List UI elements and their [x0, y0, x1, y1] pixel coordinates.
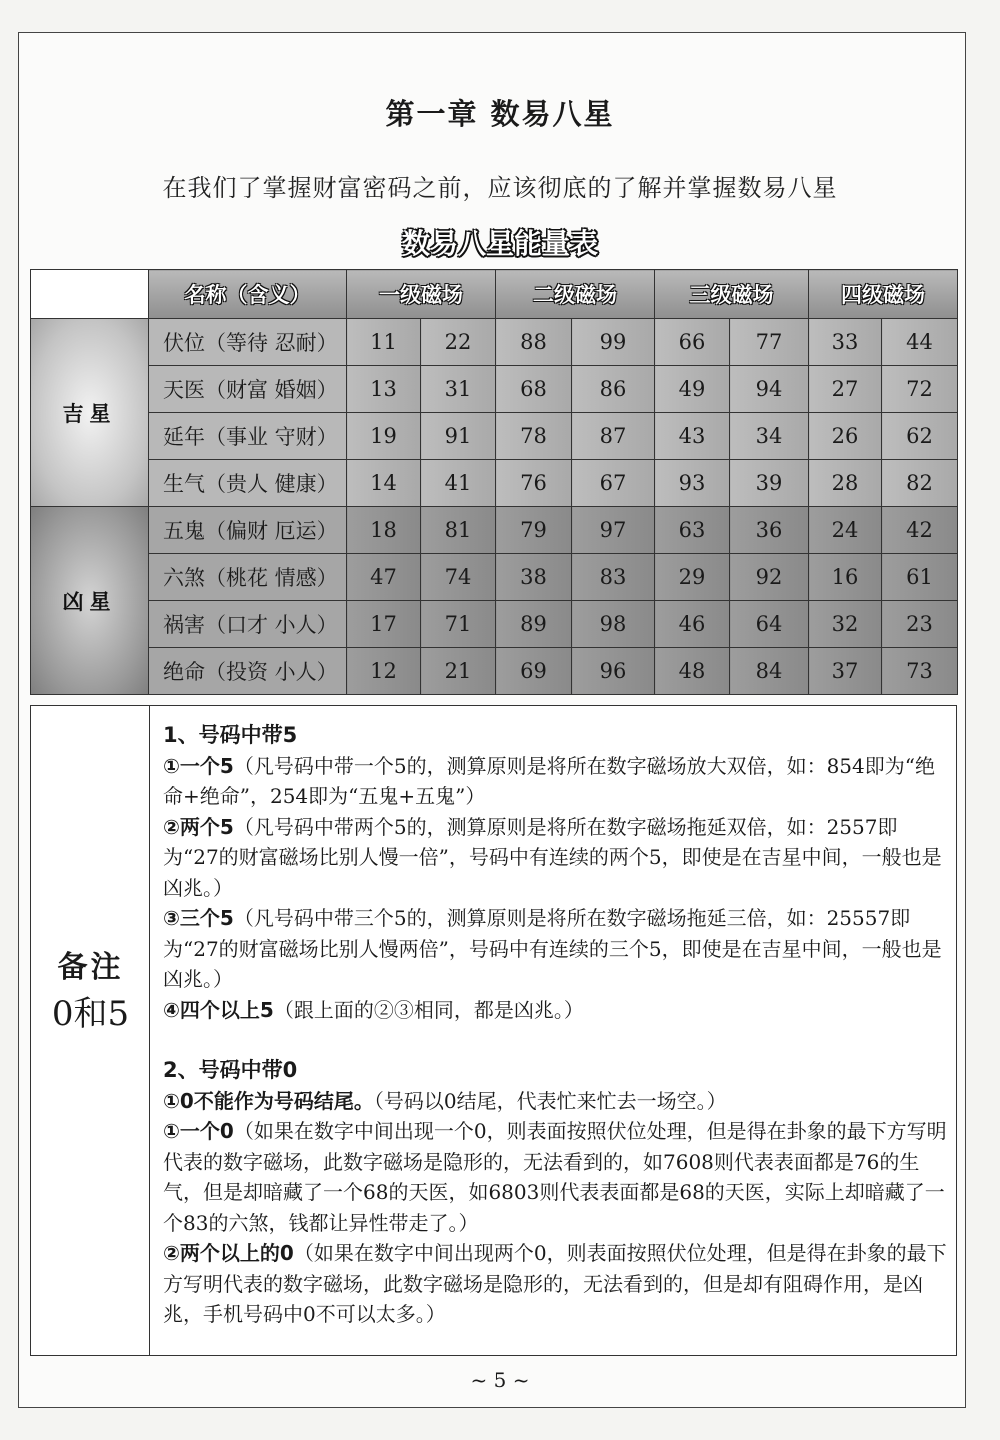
rule-three-fives-label: ③三个5: [163, 906, 234, 930]
star-name-cell: 延年（事业 守财）: [149, 413, 347, 460]
value-cell: 12: [347, 648, 421, 695]
rule-one-zero: [163, 1116, 949, 1238]
value-cell: 71: [421, 601, 496, 648]
table-header-row: [31, 270, 958, 319]
table-row: [31, 460, 958, 507]
table-row: [31, 319, 958, 366]
notes-label-title: 备注: [57, 950, 124, 985]
value-cell: 43: [655, 413, 730, 460]
value-cell: 63: [655, 507, 730, 554]
value-cell: 38: [496, 554, 572, 601]
value-cell: 77: [730, 319, 809, 366]
value-cell: 32: [809, 601, 882, 648]
value-cell: 97: [572, 507, 655, 554]
rule-two-fives-text: （凡号码中带两个5的，测算原则是将所在数字磁场拖延双倍，如：2557即为“27的财富磁场比别人慢一倍”，号码中有连续的两个5，即使是在吉星中间，一般也是凶兆。）: [163, 814, 942, 900]
star-name-cell: 五鬼（偏财 厄运）: [149, 507, 347, 554]
value-cell: 29: [655, 554, 730, 601]
value-cell: 23: [882, 601, 958, 648]
value-cell: 91: [421, 413, 496, 460]
notes-label: [31, 706, 150, 1355]
rule-two-zeros: [163, 1238, 949, 1330]
rule-zero-ending-text: （号码以0结尾，代表忙来忙去一场空。）: [373, 1088, 727, 1113]
value-cell: 39: [730, 460, 809, 507]
star-name-cell: 天医（财富 婚姻）: [149, 366, 347, 413]
value-cell: 42: [882, 507, 958, 554]
value-cell: 83: [572, 554, 655, 601]
value-cell: 98: [572, 601, 655, 648]
rule-four-fives-text: （跟上面的②③相同，都是凶兆。）: [273, 997, 584, 1022]
table-row: [31, 413, 958, 460]
rule-four-fives: [163, 995, 949, 1026]
value-cell: 73: [882, 648, 958, 695]
rule-one-five: [163, 751, 949, 812]
table-row: [31, 507, 958, 554]
value-cell: 18: [347, 507, 421, 554]
notes-box: [30, 705, 957, 1356]
table-row: [31, 648, 958, 695]
notes-label-subtitle: 0和5: [51, 994, 130, 1034]
energy-table: [30, 269, 958, 695]
section-five-title: 1、号码中带5: [163, 723, 298, 747]
value-cell: 94: [730, 366, 809, 413]
rule-two-fives-label: ②两个5: [163, 814, 234, 839]
value-cell: 37: [809, 648, 882, 695]
page-number: ~ 5 ~: [470, 1368, 530, 1392]
star-name-cell: 生气（贵人 健康）: [149, 460, 347, 507]
header-level-3: 三级磁场: [655, 270, 809, 319]
value-cell: 72: [882, 366, 958, 413]
value-cell: 68: [496, 366, 572, 413]
rule-three-fives: [163, 903, 949, 995]
table-title: 数易八星能量表: [401, 227, 598, 260]
header-corner-cell: [31, 270, 149, 319]
value-cell: 14: [347, 460, 421, 507]
value-cell: 67: [572, 460, 655, 507]
subtitle: 在我们了掌握财富密码之前，应该彻底的了解并掌握数易八星: [162, 174, 838, 202]
value-cell: 93: [655, 460, 730, 507]
header-level-4: 四级磁场: [809, 270, 958, 319]
value-cell: 84: [730, 648, 809, 695]
value-cell: 74: [421, 554, 496, 601]
value-cell: 19: [347, 413, 421, 460]
section-gap: [163, 1025, 949, 1055]
rule-zero-ending-label: ①0不能作为号码结尾。: [163, 1088, 374, 1113]
rule-three-fives-text: （凡号码中带三个5的，测算原则是将所在数字磁场拖延三倍，如：25557即为“27的财富磁场比别人慢两倍”，号码中有连续的三个5，即使是在吉星中间，一般也是凶兆。）: [163, 906, 942, 991]
value-cell: 46: [655, 601, 730, 648]
rule-one-zero-text: （如果在数字中间出现一个0，则表面按照伏位处理，但是得在卦象的最下方写明代表的数字磁场，此数字磁场是隐形的，无法看到的，如7608则代表表面都是76的生气，但是却暗藏了一个68的天医，如6803则代表表面都是68的天医，实际上却暗藏了一个83的六煞，钱都让异性带走了。）: [163, 1119, 947, 1235]
value-cell: 17: [347, 601, 421, 648]
star-name-cell: 祸害（口才 小人）: [149, 601, 347, 648]
bad-stars-label: 凶星: [31, 507, 149, 695]
value-cell: 41: [421, 460, 496, 507]
star-name-cell: 伏位（等待 忍耐）: [149, 319, 347, 366]
value-cell: 24: [809, 507, 882, 554]
value-cell: 33: [809, 319, 882, 366]
value-cell: 88: [496, 319, 572, 366]
value-cell: 28: [809, 460, 882, 507]
value-cell: 69: [496, 648, 572, 695]
value-cell: 92: [730, 554, 809, 601]
value-cell: 31: [421, 366, 496, 413]
star-name-cell: 绝命（投资 小人）: [149, 648, 347, 695]
bad-stars-group: [31, 507, 958, 695]
header-level-1: 一级磁场: [347, 270, 496, 319]
notes-text: [163, 720, 949, 1330]
value-cell: 89: [496, 601, 572, 648]
value-cell: 81: [421, 507, 496, 554]
table-row: [31, 554, 958, 601]
value-cell: 22: [421, 319, 496, 366]
rule-two-fives: [163, 812, 949, 904]
rule-one-five-label: ①一个5: [163, 753, 234, 778]
table-row: [31, 601, 958, 648]
value-cell: 44: [882, 319, 958, 366]
value-cell: 96: [572, 648, 655, 695]
rule-zero-ending: [163, 1086, 949, 1117]
value-cell: 27: [809, 366, 882, 413]
value-cell: 62: [882, 413, 958, 460]
rule-four-fives-label: ④四个以上5: [163, 997, 274, 1022]
chapter-title: 第一章 数易八星: [385, 97, 615, 131]
value-cell: 47: [347, 554, 421, 601]
value-cell: 99: [572, 319, 655, 366]
value-cell: 79: [496, 507, 572, 554]
value-cell: 49: [655, 366, 730, 413]
rule-two-zeros-label: ②两个以上的0: [163, 1241, 294, 1265]
header-name: 名称（含义）: [149, 270, 347, 319]
value-cell: 61: [882, 554, 958, 601]
value-cell: 36: [730, 507, 809, 554]
value-cell: 13: [347, 366, 421, 413]
value-cell: 82: [882, 460, 958, 507]
good-stars-group: [31, 319, 958, 507]
value-cell: 78: [496, 413, 572, 460]
rule-one-five-text: （凡号码中带一个5的，测算原则是将所在数字磁场放大双倍，如：854即为“绝命+绝命”，254即为“五鬼+五鬼”）: [163, 753, 935, 808]
value-cell: 11: [347, 319, 421, 366]
value-cell: 64: [730, 601, 809, 648]
value-cell: 21: [421, 648, 496, 695]
table-row: [31, 366, 958, 413]
rule-two-zeros-text: （如果在数字中间出现两个0，则表面按照伏位处理，但是得在卦象的最下方写明代表的数字磁场，此数字磁场是隐形的，无法看到的，但是却有阻碍作用，是凶兆，手机号码中0不可以太多。）: [163, 1241, 947, 1326]
value-cell: 16: [809, 554, 882, 601]
value-cell: 86: [572, 366, 655, 413]
value-cell: 34: [730, 413, 809, 460]
value-cell: 48: [655, 648, 730, 695]
value-cell: 66: [655, 319, 730, 366]
rule-one-zero-label: ①一个0: [163, 1119, 234, 1143]
section-zero-title: 2、号码中带0: [163, 1058, 298, 1082]
header-level-2: 二级磁场: [496, 270, 655, 319]
value-cell: 26: [809, 413, 882, 460]
value-cell: 76: [496, 460, 572, 507]
star-name-cell: 六煞（桃花 情感）: [149, 554, 347, 601]
value-cell: 87: [572, 413, 655, 460]
good-stars-label: 吉星: [31, 319, 149, 507]
